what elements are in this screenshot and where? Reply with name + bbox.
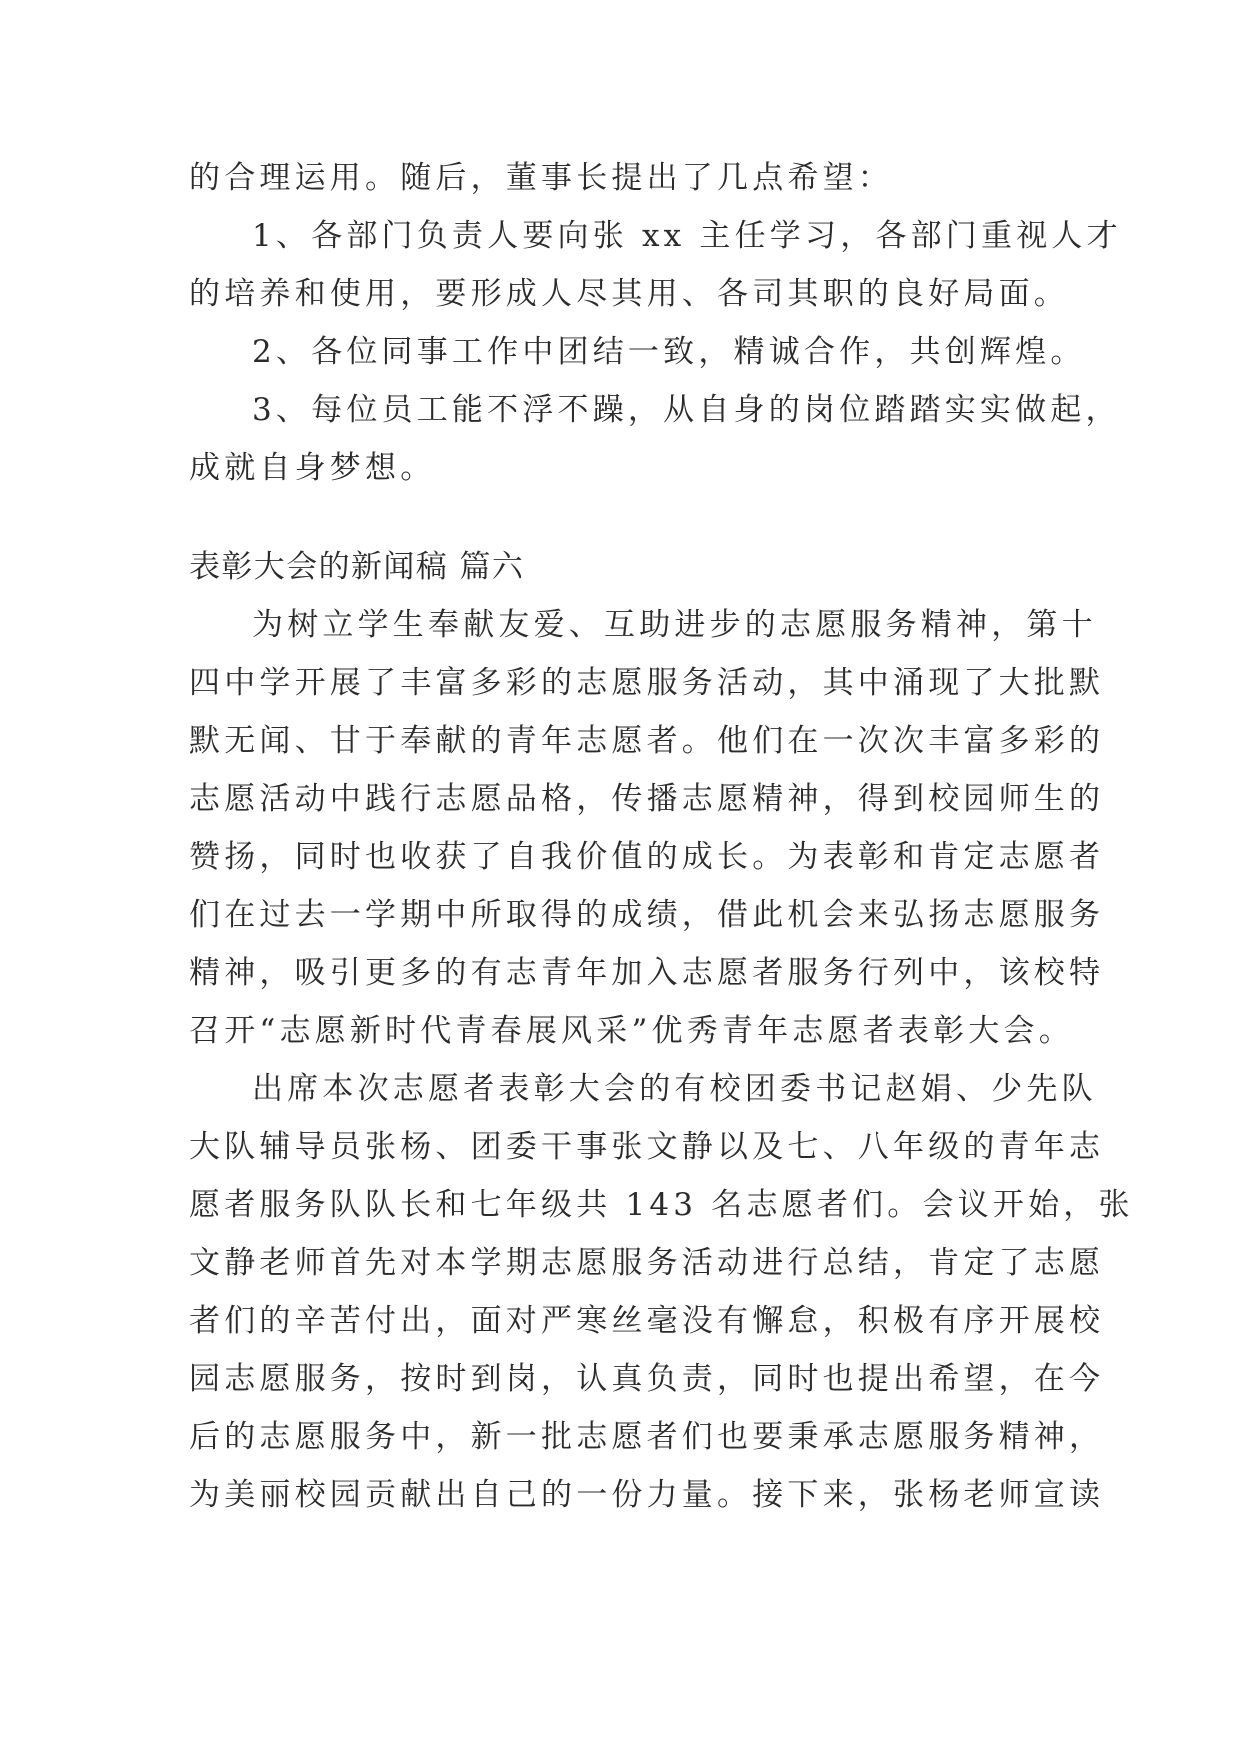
paragraph-1-line: 为树立学生奉献友爱、互助进步的志愿服务精神，第十: [252, 607, 1097, 643]
paragraph-1-line: 默无闻、甘于奉献的青年志愿者。他们在一次次丰富多彩的: [189, 723, 1105, 759]
paragraph-1-line: 志愿活动中践行志愿品格，传播志愿精神，得到校园师生的: [189, 781, 1105, 817]
paragraph-2-line: 为美丽校园贡献出自己的一份力量。接下来，张杨老师宣读: [189, 1477, 1105, 1513]
list-item-3-line-1: 3、每位员工能不浮不躁，从自身的岗位踏踏实实做起，: [252, 392, 1121, 428]
list-item-1-line-2: 的培养和使用，要形成人尽其用、各司其职的良好局面。: [189, 276, 1069, 312]
paragraph-2-line: 文静老师首先对本学期志愿服务活动进行总结，肯定了志愿: [189, 1245, 1105, 1281]
section-heading: 表彰大会的新闻稿 篇六: [189, 549, 525, 585]
paragraph-2-line: 园志愿服务，按时到岗，认真负责，同时也提出希望，在今: [189, 1361, 1105, 1397]
paragraph-1-line: 四中学开展了丰富多彩的志愿服务活动，其中涌现了大批默: [189, 665, 1105, 701]
paragraph-1-line: 们在过去一学期中所取得的成绩，借此机会来弘扬志愿服务: [189, 897, 1105, 933]
paragraph-1-line: 赞扬，同时也收获了自我价值的成长。为表彰和肯定志愿者: [189, 839, 1105, 875]
paragraph-1-line: 精神，吸引更多的有志青年加入志愿者服务行列中，该校特: [189, 955, 1105, 991]
paragraph-2-line: 者们的辛苦付出，面对严寒丝毫没有懈怠，积极有序开展校: [189, 1303, 1105, 1339]
list-item-3-line-2: 成就自身梦想。: [189, 450, 436, 486]
paragraph-2-line: 出席本次志愿者表彰大会的有校团委书记赵娟、少先队: [252, 1071, 1097, 1107]
paragraph-2-line: 后的志愿服务中，新一批志愿者们也要秉承志愿服务精神，: [189, 1419, 1105, 1455]
list-item-2-line-1: 2、各位同事工作中团结一致，精诚合作，共创辉煌。: [252, 334, 1086, 370]
list-item-1-line-1: 1、各部门负责人要向张 xx 主任学习，各部门重视人才: [252, 218, 1122, 254]
paragraph-2-line: 愿者服务队队长和七年级共 143 名志愿者们。会议开始，张: [189, 1187, 1134, 1223]
paragraph-1-line: 召开“志愿新时代青春展风采”优秀青年志愿者表彰大会。: [189, 1013, 1074, 1049]
paragraph-2-line: 大队辅导员张杨、团委干事张文静以及七、八年级的青年志: [189, 1129, 1105, 1165]
paragraph-continuation-line: 的合理运用。随后，董事长提出了几点希望：: [189, 160, 893, 196]
